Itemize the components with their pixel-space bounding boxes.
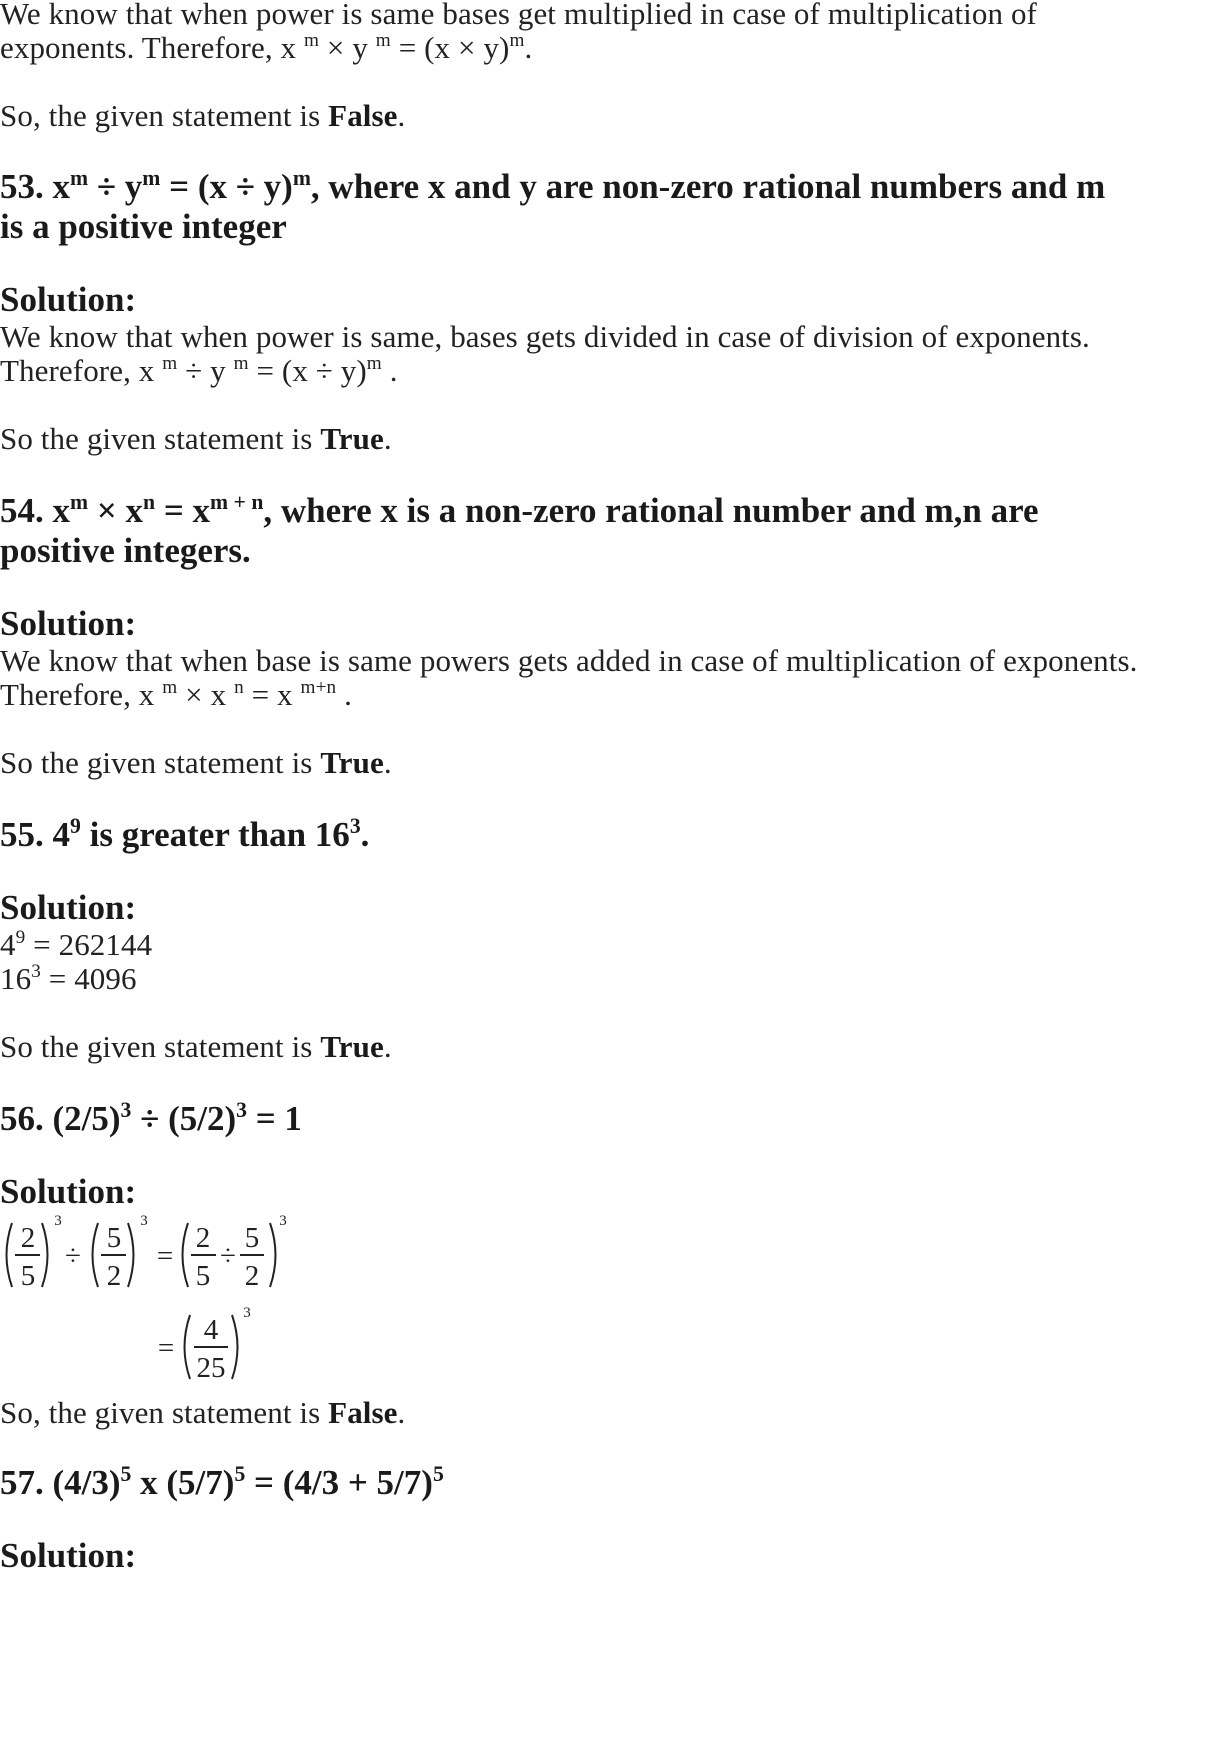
power-2: 3 (140, 1213, 148, 1229)
equals-sign-1: = (156, 1240, 174, 1272)
solution-54-line-1: We know that when base is same powers gets added in case of multiplication of exponents. (0, 643, 1138, 678)
frac-2-numerator: 5 (106, 1222, 122, 1254)
question-54-heading: 54. $x^m \times x^n = x^{m + n}$, where x is a non-zero rational number and m,n are (0, 489, 1039, 530)
division-sign-1: ÷ (65, 1240, 81, 1272)
frac-4-numerator: 5 (244, 1222, 260, 1254)
question-53-heading: 53. $x^m \div y^m = (x \div y)^m$, where x and y are non-zero rational numbers and m (0, 165, 1106, 206)
frac-1-numerator: 2 (20, 1222, 36, 1254)
question-53-heading-line-2: is a positive integer (0, 207, 287, 246)
question-54-heading-line-2: positive integers. (0, 531, 251, 570)
frac-2-denominator: 2 (106, 1260, 122, 1292)
frac-4-denominator: 2 (244, 1260, 260, 1292)
intro-line-2: exponents. Therefore, x $^m$ × y $^m = (x \times y)^m$. (0, 30, 533, 65)
solution-53-conclusion: So the given statement is True. (0, 421, 392, 456)
question-57-heading: 57. $(4/3)^5$ x $(5/7)^5 = (4/3 + 5/7)^5$ (0, 1461, 444, 1502)
frac-5-denominator: 25 (196, 1352, 226, 1384)
solution-56-conclusion: So, the given statement is False. (0, 1395, 406, 1430)
solution-54-conclusion: So the given statement is True. (0, 745, 392, 780)
solution-54-line-2: Therefore, x $^m$ × x $^n$ = x $^{m+n}$ . (0, 677, 352, 712)
power-1: 3 (54, 1213, 62, 1229)
solution-55-line-2: $16^3 = 4096$ (0, 961, 137, 996)
frac-3-numerator: 2 (195, 1222, 211, 1254)
frac-3-denominator: 5 (195, 1260, 211, 1292)
question-55-heading: 55. $4^9$ is greater than $16^3$. (0, 813, 370, 854)
solution-54-label: Solution: (0, 604, 137, 643)
solution-57-label: Solution: (0, 1536, 137, 1575)
fraction-equation (0, 1205, 340, 1405)
solution-53-line-1: We know that when power is same, bases gets divided in case of division of exponents. (0, 319, 1090, 354)
solution-55-line-1: $4^9 = 262144$ (0, 927, 153, 962)
equals-sign-2: = (157, 1332, 175, 1364)
solution-56-label: Solution: (0, 1172, 137, 1211)
power-4: 3 (243, 1305, 251, 1321)
frac-5-numerator: 4 (203, 1314, 219, 1346)
frac-1-denominator: 5 (20, 1260, 36, 1292)
intro-line-1: We know that when power is same bases get multiplied in case of multiplication of (0, 0, 1037, 31)
power-3: 3 (279, 1213, 287, 1229)
solution-53-line-2: Therefore, x $^m$ ÷ y $^m = (x \div y)^m$ . (0, 353, 398, 388)
solution-55-conclusion: So the given statement is True. (0, 1029, 392, 1064)
solution-53-label: Solution: (0, 280, 137, 319)
division-sign-2: ÷ (220, 1240, 236, 1272)
solution-55-label: Solution: (0, 888, 137, 927)
question-56-heading: 56. $(2/5)^3 \div (5/2)^3 = 1$ (0, 1097, 302, 1138)
intro-conclusion: So, the given statement is False. (0, 98, 406, 133)
